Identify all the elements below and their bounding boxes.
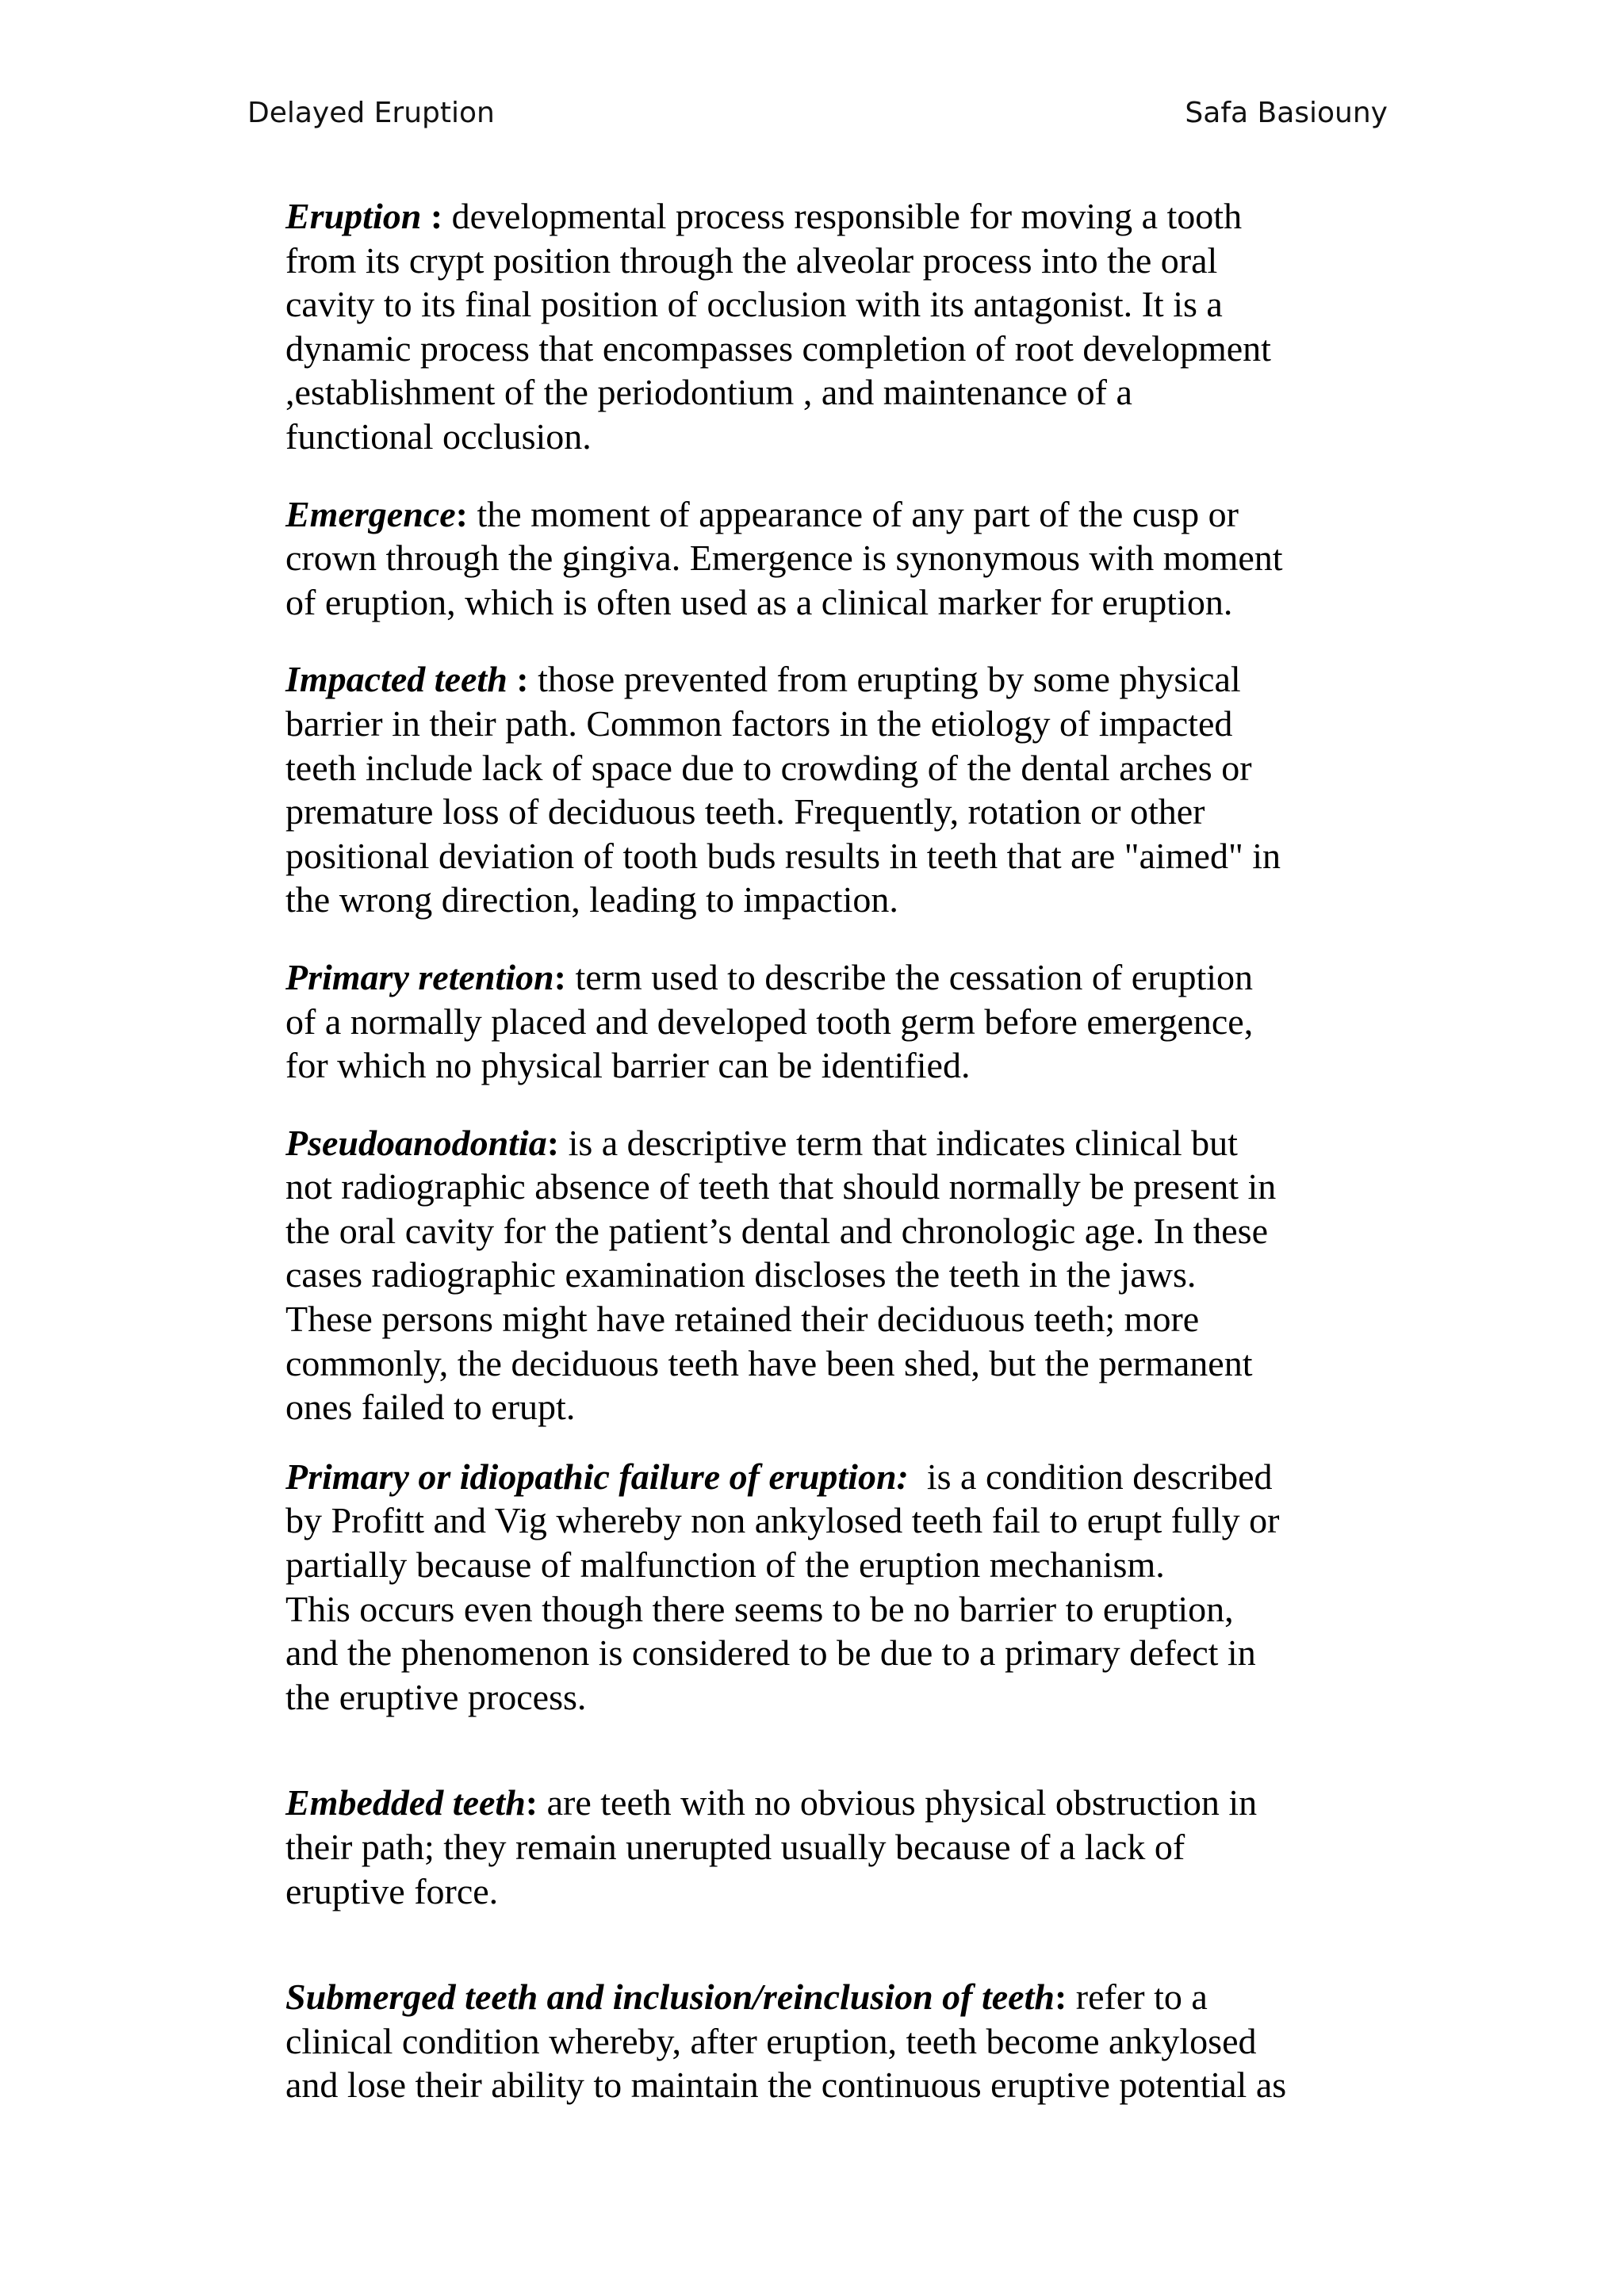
- definition-text-line: is a descriptive term that indicates clinical but: [568, 1122, 1238, 1163]
- definition-term: Impacted teeth: [285, 659, 508, 700]
- definition-text-line: dynamic process that encompasses completion of root development: [285, 327, 1271, 369]
- definition-separator: :: [553, 956, 576, 997]
- header-title: Delayed Eruption: [247, 97, 495, 129]
- definition-text-line: ones failed to erupt.: [285, 1387, 576, 1428]
- definition-text-line: term used to describe the cessation of eruption: [575, 956, 1254, 997]
- definition-text-line: positional deviation of tooth buds results in teeth that are "aimed" in: [285, 835, 1281, 876]
- definition-separator: :: [1054, 1976, 1076, 2018]
- definition-text-line: barrier in their path. Common factors in the etiology of impacted: [285, 702, 1233, 744]
- definition-embedded-teeth: [285, 1781, 1348, 1913]
- definition-text-line: for which no physical barrier can be identified.: [285, 1045, 971, 1086]
- definition-text-line: is a condition described: [926, 1456, 1273, 1497]
- definition-text-line: premature loss of deciduous teeth. Frequently, rotation or other: [285, 791, 1205, 832]
- definition-text-line: their path; they remain unerupted usually because of a lack of: [285, 1827, 1185, 1867]
- definition-separator: :: [421, 196, 452, 236]
- definition-text-line: commonly, the deciduous teeth have been shed, but the permanent: [285, 1342, 1253, 1383]
- definition-term: Eruption: [285, 196, 422, 236]
- definition-text-line: eruptive force.: [285, 1870, 499, 1911]
- definition-text-line: and lose their ability to maintain the continuous eruptive potential as: [285, 2064, 1287, 2106]
- definition-text-line: These persons might have retained their deciduous teeth; more: [285, 1299, 1200, 1340]
- definition-text-line: by Profitt and Vig whereby non ankylosed teeth fail to erupt fully or: [285, 1500, 1280, 1541]
- definition-text-line: partially because of malfunction of the eruption mechanism.: [285, 1544, 1165, 1586]
- definition-text-line: the oral cavity for the patient’s dental and chronologic age. In these: [285, 1210, 1268, 1251]
- definition-text-line: from its crypt position through the alveolar process into the oral: [285, 239, 1218, 281]
- definition-submerged-teeth: [285, 1975, 1348, 2107]
- definition-text-line: cavity to its final position of occlusion with its antagonist. It is a: [285, 284, 1223, 325]
- definition-text-line: the wrong direction, leading to impaction.: [285, 879, 898, 920]
- definition-text-line: the moment of appearance of any part of the cusp or: [477, 493, 1239, 534]
- definition-term: Primary retention: [285, 956, 554, 997]
- definition-text-line: and the phenomenon is considered to be due to a primary defect in: [285, 1632, 1256, 1674]
- definition-separator: :: [525, 1782, 547, 1823]
- definition-impacted-teeth: [285, 657, 1348, 922]
- definition-separator: :: [546, 1122, 569, 1163]
- definition-text-line: ,establishment of the periodontium , and maintenance of a: [285, 372, 1132, 413]
- definition-term: Embedded teeth: [285, 1782, 526, 1823]
- definition-text-line: the eruptive process.: [285, 1676, 587, 1717]
- definition-emergence: [285, 492, 1348, 625]
- definition-text-line: of eruption, which is often used as a clinical marker for eruption.: [285, 581, 1233, 622]
- definition-text-line: This occurs even though there seems to be no barrier to eruption,: [285, 1588, 1234, 1629]
- definition-text-line: those prevented from erupting by some physical: [538, 659, 1241, 700]
- definition-text-line: teeth include lack of space due to crowding of the dental arches or: [285, 747, 1252, 788]
- definition-text-line: functional occlusion.: [285, 415, 592, 457]
- definition-text-line: crown through the gingiva. Emergence is synonymous with moment: [285, 538, 1283, 579]
- definition-separator: :: [507, 659, 538, 700]
- definition-separator: :: [455, 493, 477, 534]
- definition-primary-failure-of-eruption: [285, 1455, 1348, 1720]
- definition-term: Emergence: [285, 493, 456, 534]
- running-header: [247, 97, 1388, 136]
- definition-term: Primary or idiopathic failure of eruption:: [285, 1456, 909, 1497]
- definition-text-line: are teeth with no obvious physical obstruction in: [546, 1782, 1258, 1823]
- definition-text-line: developmental process responsible for moving a tooth: [451, 196, 1243, 236]
- definition-term: Pseudoanodontia: [285, 1122, 547, 1163]
- document-body: [285, 194, 1348, 2107]
- definition-eruption: [285, 194, 1348, 459]
- definition-text-line: cases radiographic examination discloses the teeth in the jaws.: [285, 1254, 1197, 1295]
- definition-primary-retention: [285, 955, 1348, 1088]
- definition-text-line: of a normally placed and developed tooth germ before emergence,: [285, 1001, 1254, 1042]
- definition-term: Submerged teeth and inclusion/reinclusion of teeth: [285, 1976, 1055, 2018]
- definition-text-line: refer to a: [1075, 1976, 1208, 2018]
- definition-text-line: not radiographic absence of teeth that should normally be present in: [285, 1166, 1277, 1207]
- definition-pseudoanodontia: [285, 1121, 1348, 1429]
- definition-separator: [909, 1456, 927, 1497]
- definition-text-line: clinical condition whereby, after eruption, teeth become ankylosed: [285, 2020, 1257, 2061]
- header-author: Safa Basiouny: [1185, 97, 1388, 129]
